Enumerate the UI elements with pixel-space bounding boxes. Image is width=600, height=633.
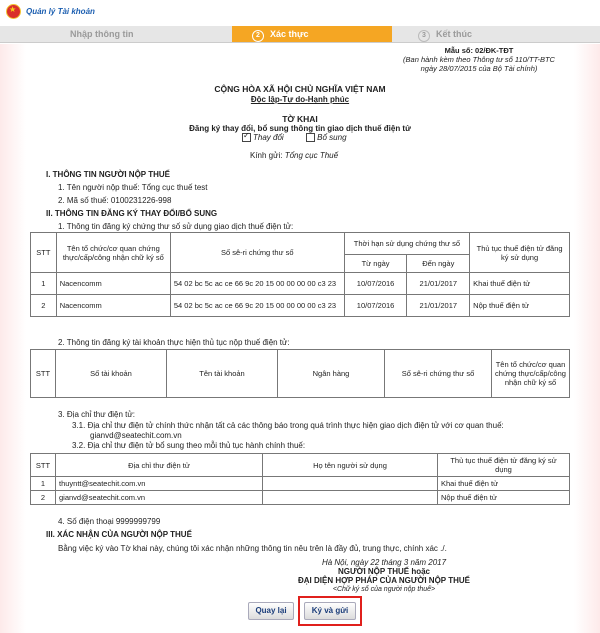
cert-header-from: Từ ngày xyxy=(344,255,407,273)
email-address: gianvd@seatechit.com.vn xyxy=(56,491,263,505)
email-header-procedure: Thủ tục thuế điện tử đăng ký sử dụng xyxy=(438,454,570,477)
form-code: Mẫu số: 02/ĐK-TĐT xyxy=(444,46,514,55)
sign-and-send-button[interactable]: Ký và gửi xyxy=(304,602,356,620)
form-title: TỜ KHAI xyxy=(282,114,318,124)
change-type-options xyxy=(242,133,347,142)
bank-header-stt: STT xyxy=(31,350,56,398)
recipient-label: Kính gửi: xyxy=(250,151,283,160)
email-official-label: 3.1. Địa chỉ thư điện tử chính thức nhận tất cả các thông báo trong quá trình thực hiện giao dịch điện tử với cơ quan thuế: xyxy=(72,421,504,430)
cert-serial: 54 02 bc 5c ac ce 66 9c 20 15 00 00 00 00 c3 23 xyxy=(170,295,344,317)
cert-from: 10/07/2016 xyxy=(344,273,407,295)
email-label: 3. Địa chỉ thư điện tử: xyxy=(58,410,135,419)
wizard-steps xyxy=(0,26,600,43)
confirmation-statement: Bằng việc ký vào Tờ khai này, chúng tôi xác nhận những thông tin nêu trên là đầy đủ, trung thực, chính xác ./. xyxy=(58,544,447,553)
email-stt: 1 xyxy=(31,477,56,491)
page-title[interactable]: Quản lý Tài khoản xyxy=(26,7,95,16)
cert-procedure: Nộp thuế điện tử xyxy=(470,295,570,317)
right-background xyxy=(574,44,600,633)
bank-header-account: Số tài khoản xyxy=(56,350,167,398)
step-number: 2 xyxy=(252,30,264,42)
bank-header-account-name: Tên tài khoản xyxy=(167,350,278,398)
step-input xyxy=(70,26,210,42)
cert-table xyxy=(30,232,570,317)
step-verify xyxy=(232,26,392,42)
signer-line3: <Chữ ký số của người nộp thuế> xyxy=(332,586,436,593)
bank-header-serial: Số sê-ri chứng thư số xyxy=(385,350,492,398)
step-label: Kết thúc xyxy=(436,29,472,39)
cert-info-label: 1. Thông tin đăng ký chứng thư số sử dụng giao dịch thuế điện tử: xyxy=(58,222,294,231)
email-additional-label: 3.2. Địa chỉ thư điện tử bổ sung theo mỗi thủ tục hành chính thuế: xyxy=(72,441,306,450)
phone-number: 4. Số điện thoại 9999999799 xyxy=(58,517,161,526)
form-issued-line2: ngày 28/07/2015 của Bộ Tài chính) xyxy=(420,64,538,73)
section2-title: II. THÔNG TIN ĐĂNG KÝ THAY ĐỔI/BỔ SUNG xyxy=(46,209,218,218)
taxpayer-name: 1. Tên người nộp thuế: Tổng cục thuế test xyxy=(58,183,208,192)
email-header-user: Họ tên người sử dụng xyxy=(263,454,438,477)
step-number: 3 xyxy=(418,30,430,42)
section3-title: III. XÁC NHẬN CỦA NGƯỜI NỘP THUẾ xyxy=(46,530,192,539)
cert-header-procedure: Thủ tục thuế điện tử đăng ký sử dụng xyxy=(470,233,570,273)
table-row xyxy=(31,273,570,295)
step-label: Xác thực xyxy=(270,29,309,39)
cert-header-to: Đến ngày xyxy=(407,255,470,273)
email-user xyxy=(263,491,438,505)
section1-title: I. THÔNG TIN NGƯỜI NỘP THUẾ xyxy=(46,170,170,179)
form-subtitle: Đăng ký thay đổi, bổ sung thông tin giao dịch thuế điện tử xyxy=(189,124,411,133)
cert-header-period: Thời hạn sử dụng chứng thư số xyxy=(344,233,469,255)
table-row xyxy=(31,491,570,505)
email-stt: 2 xyxy=(31,491,56,505)
bank-info-label: 2. Thông tin đăng ký tài khoản thực hiện thủ tục nộp thuế điện tử: xyxy=(58,338,290,347)
email-user xyxy=(263,477,438,491)
cert-stt: 1 xyxy=(31,273,57,295)
cert-stt: 2 xyxy=(31,295,57,317)
top-bar xyxy=(0,0,600,22)
form-issued-line1: (Ban hành kèm theo Thông tư số 110/TT-BTC xyxy=(403,55,555,64)
cert-header-org: Tên tổ chức/cơ quan chứng thực/cấp/công nhận chữ ký số xyxy=(56,233,170,273)
change-checkbox[interactable] xyxy=(242,133,251,142)
change-label: Thay đổi xyxy=(253,133,284,142)
cert-to: 21/01/2017 xyxy=(407,295,470,317)
signer-line2: ĐẠI DIỆN HỢP PHÁP CỦA NGƯỜI NỘP THUẾ xyxy=(297,576,470,585)
cert-procedure: Khai thuế điện tử xyxy=(470,273,570,295)
tax-code: 2. Mã số thuế: 0100231226-998 xyxy=(58,196,172,205)
declaration-document xyxy=(26,44,574,633)
cert-serial: 54 02 bc 5c ac ce 66 9c 20 15 00 00 00 00 c3 23 xyxy=(170,273,344,295)
motto: Độc lập-Tự do-Hạnh phúc xyxy=(250,95,350,104)
cert-org: Nacencomm xyxy=(56,273,170,295)
signer-line1: NGƯỜI NỘP THUẾ hoặc xyxy=(338,567,430,576)
email-official-value: gianvd@seatechit.com.vn xyxy=(90,431,182,440)
add-checkbox[interactable] xyxy=(306,133,315,142)
step-label: Nhập thông tin xyxy=(70,29,134,39)
recipient xyxy=(250,151,338,160)
left-background xyxy=(0,44,26,633)
signature-block xyxy=(274,558,494,594)
bank-header-bank: Ngân hàng xyxy=(278,350,385,398)
email-procedure: Nộp thuế điện tử xyxy=(438,491,570,505)
cert-from: 10/07/2016 xyxy=(344,295,407,317)
recipient-value: Tổng cục Thuế xyxy=(284,151,339,160)
cert-header-stt: STT xyxy=(31,233,57,273)
email-table xyxy=(30,453,570,505)
form-code-block xyxy=(394,46,564,73)
back-button[interactable]: Quay lại xyxy=(248,602,294,620)
table-row xyxy=(31,295,570,317)
cert-org: Nacencomm xyxy=(56,295,170,317)
email-address: thuyntt@seatechit.com.vn xyxy=(56,477,263,491)
national-emblem-icon xyxy=(6,4,21,19)
email-procedure: Khai thuế điện tử xyxy=(438,477,570,491)
email-header-email: Địa chỉ thư điện tử xyxy=(56,454,263,477)
email-header-stt: STT xyxy=(31,454,56,477)
cert-to: 21/01/2017 xyxy=(407,273,470,295)
step-finish xyxy=(418,26,538,42)
add-label: Bổ sung xyxy=(317,133,347,142)
bank-header-org: Tên tổ chức/cơ quan chứng thực/cấp/công nhận chữ ký số xyxy=(492,350,570,398)
bank-table xyxy=(30,349,570,398)
cert-header-serial: Số sê-ri chứng thư số xyxy=(170,233,344,273)
nation-heading: CỘNG HÒA XÃ HỘI CHỦ NGHĨA VIỆT NAM xyxy=(214,84,386,94)
table-row xyxy=(31,477,570,491)
sign-date: Hà Nội, ngày 22 tháng 3 năm 2017 xyxy=(321,558,447,567)
